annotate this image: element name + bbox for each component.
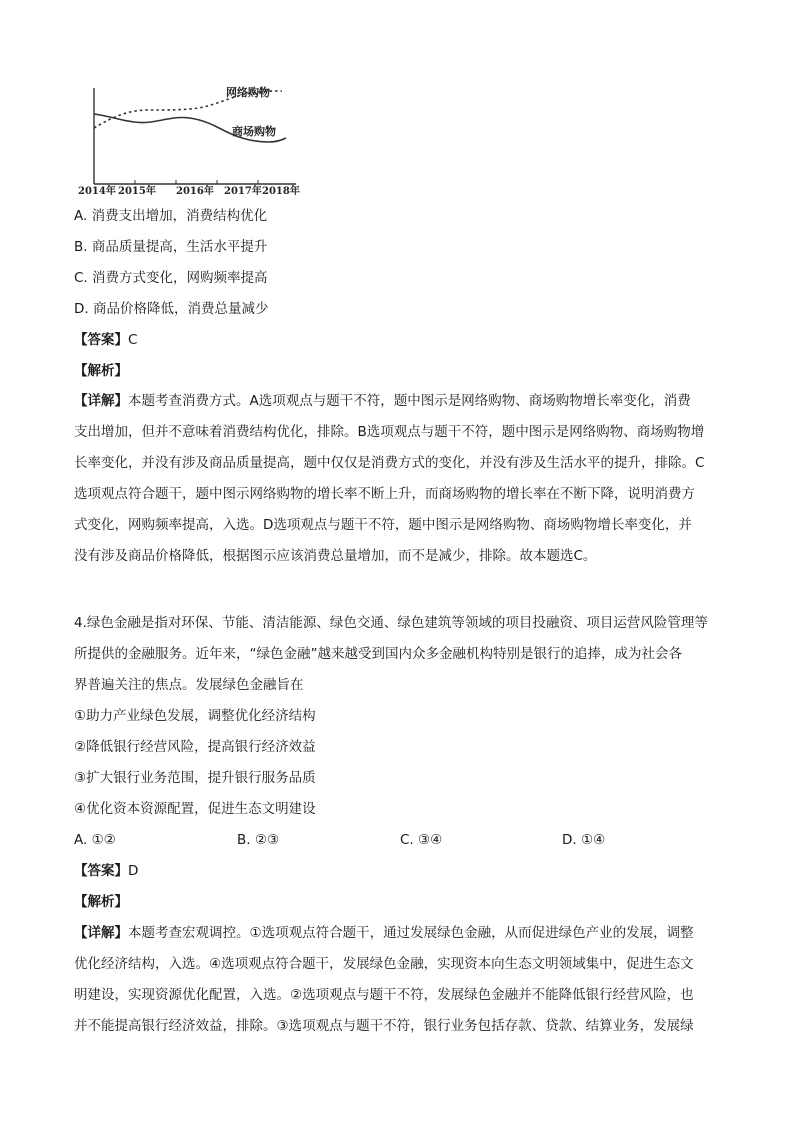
q4-choice-d: D. ①④ xyxy=(562,832,606,848)
q3-detail-line-5: 式变化，网购频率提高，入选。D选项观点与题干不符，题中图示是网络购物、商场购物增长率变化，并 xyxy=(74,517,692,533)
q3-detail-line-6: 没有涉及商品价格降低，根据图示应该消费总量增加，而不是减少，排除。故本题选C。 xyxy=(74,548,597,564)
q4-detail-line-2: 优化经济结构，入选。④选项观点符合题干，发展绿色金融，实现资本向生态文明领域集中，促进生态文 xyxy=(74,956,694,972)
q4-stem-line-2: 所提供的金融服务。近年来，“绿色金融”越来越受到国内众多金融机构特别是银行的追捧，成为社会各 xyxy=(74,646,682,662)
q3-detail-text-1: 本题考查消费方式。A选项观点与题干不符，题中图示是网络购物、商场购物增长率变化，消费 xyxy=(128,393,691,409)
q4-answer-tag: 【答案】 xyxy=(74,863,128,879)
q4-statement-1: ①助力产业绿色发展，调整优化经济结构 xyxy=(74,708,316,724)
trend-chart-svg xyxy=(74,76,314,198)
x-tick-label-2017: 2017年 xyxy=(224,186,262,197)
q3-detail-line-2: 支出增加，但并不意味着消费结构优化，排除。B选项观点与题干不符，题中图示是网络购物、商场购物增 xyxy=(74,424,705,440)
q3-option-b: B. 商品质量提高，生活水平提升 xyxy=(74,239,268,255)
q3-answer-value: C xyxy=(128,332,138,348)
q3-option-d: D. 商品价格降低，消费总量减少 xyxy=(74,301,269,317)
q4-answer-value: D xyxy=(128,863,139,879)
q4-detail-line-1 xyxy=(74,918,734,949)
shopping-trend-figure xyxy=(74,76,314,198)
q4-choice-a: A. ①② xyxy=(74,832,116,848)
q4-statement-3: ③扩大银行业务范围，提升银行服务品质 xyxy=(74,770,316,786)
q4-statement-4: ④优化资本资源配置，促进生态文明建设 xyxy=(74,801,316,817)
q3-detail-line-4: 选项观点符合题干，题中图示网络购物的增长率不断上升，而商场购物的增长率在不断下降，说明消费方 xyxy=(74,486,695,502)
q4-analysis-tag: 【解析】 xyxy=(74,894,128,910)
q4-answer xyxy=(74,861,138,881)
x-tick-label-2016: 2016年 xyxy=(176,186,214,197)
q3-analysis-tag: 【解析】 xyxy=(74,363,128,379)
q4-choice-c: C. ③④ xyxy=(400,832,443,848)
q4-analysis-heading xyxy=(74,892,128,912)
series-label-mall: 商场购物 xyxy=(232,125,276,138)
q3-detail-line-3: 长率变化，并没有涉及商品质量提高，题中仅仅是消费方式的变化，并没有涉及生活水平的提升，排除。C xyxy=(74,455,705,471)
q4-statement-2: ②降低银行经营风险，提高银行经济效益 xyxy=(74,739,316,755)
q4-stem xyxy=(74,608,734,701)
q3-analysis-heading xyxy=(74,361,128,381)
q3-option-c: C. 消费方式变化，网购频率提高 xyxy=(74,270,268,286)
x-tick-label-2018: 2018年 xyxy=(262,186,300,197)
q3-option-a: A. 消费支出增加，消费结构优化 xyxy=(74,208,268,224)
q4-stem-line-1: 4.绿色金融是指对环保、节能、清洁能源、绿色交通、绿色建筑等领域的项目投融资、项目运营风险管理等 xyxy=(74,615,708,631)
q4-detail-line-4: 并不能提高银行经济效益，排除。③选项观点与题干不符，银行业务包括存款、贷款、结算业务，发展绿 xyxy=(74,1018,694,1034)
q3-detail-line-1 xyxy=(74,386,734,417)
x-tick-label-2015: 2015年 xyxy=(118,186,156,197)
q3-detail-paragraph xyxy=(74,386,734,572)
x-tick-label-2014: 2014年 xyxy=(78,186,116,197)
q4-detail-line-3: 明建设，实现资源优化配置，入选。②选项观点与题干不符，发展绿色金融并不能降低银行经营风险，也 xyxy=(74,987,694,1003)
q3-answer-tag: 【答案】 xyxy=(74,332,128,348)
q4-detail-paragraph xyxy=(74,918,734,1042)
series-label-online: 网络购物 xyxy=(226,86,270,99)
q3-answer xyxy=(74,330,137,350)
q4-detail-tag: 【详解】 xyxy=(74,925,128,941)
q4-stem-line-3: 界普遍关注的焦点。发展绿色金融旨在 xyxy=(74,677,304,693)
q4-choice-b: B. ②③ xyxy=(237,832,280,848)
q3-detail-tag: 【详解】 xyxy=(74,393,128,409)
q4-detail-text-1: 本题考查宏观调控。①选项观点符合题干，通过发展绿色金融，从而促进绿色产业的发展，调整 xyxy=(128,925,694,941)
